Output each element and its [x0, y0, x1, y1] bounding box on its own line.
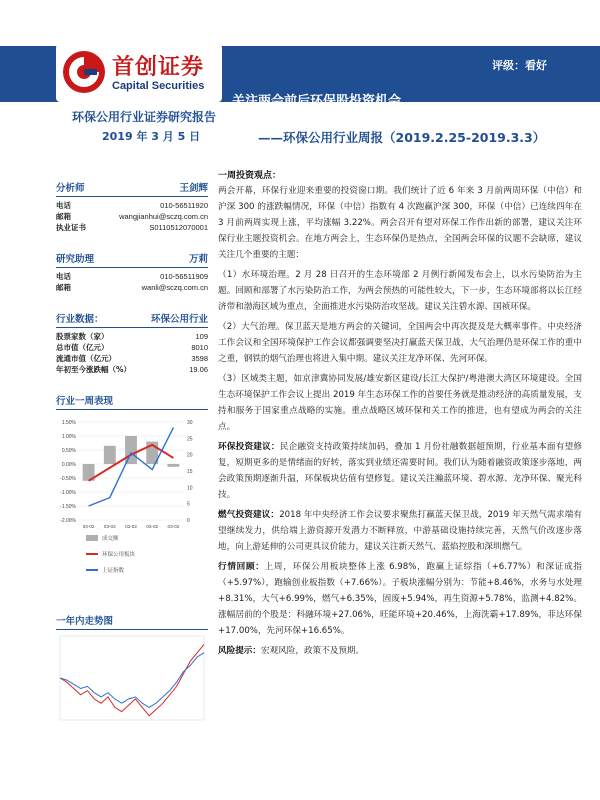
- y-tick-label: 1.50%: [61, 420, 76, 426]
- paragraph-overview: 两会开幕，环保行业迎来重要的投资窗口期。我们统计了近 6 年来 3 月前两周环保（中信）和沪深 300 的涨跌幅情况，环保（中信）指数有 4 次跑赢沪深 300，环保（中信）已连续四年在 3 月前两周实现上涨，平均涨幅 3.22%。两会召开有望对环保工作作出新的部署，建议关注环保行业主题投资机会。在地方两会上，生态环保仍是热点，全国两会环保的议题不会缺席，建议关注几个重要的主题：: [218, 186, 582, 260]
- y-tick-label: 1.00%: [61, 434, 76, 440]
- y-tick-label: 0.50%: [61, 448, 76, 454]
- kv-key: 执业证书: [56, 223, 86, 232]
- kv-value: 010-56511909: [160, 272, 208, 281]
- industry-row: [56, 342, 208, 353]
- trend-line: [60, 653, 204, 708]
- kv-key: 邮箱: [56, 283, 71, 292]
- kv-key: 年初至今涨跌幅（%）: [56, 365, 132, 374]
- assistant-header: [56, 251, 208, 268]
- weekly-chart-title: 行业一周表现: [56, 393, 208, 410]
- market-review-label: 行情回顾：: [218, 562, 265, 572]
- kv-key: 股票家数（家）: [56, 332, 109, 341]
- kv-key: 流通市值（亿元）: [56, 354, 116, 363]
- bar: [125, 436, 137, 464]
- y2-tick-label: 30: [187, 420, 193, 426]
- logo-english-name: Capital Securities: [112, 80, 205, 92]
- weekly-performance-block: [56, 393, 208, 599]
- y2-tick-label: 20: [187, 452, 193, 459]
- company-logo: [56, 44, 222, 102]
- analyst-email-row: [56, 211, 208, 222]
- x-tick-label: 03-02: [82, 524, 95, 529]
- paragraph-air: （2）大气治理。保卫蓝天是地方两会的关键词，全国两会中再次提及是大概率事件。中央经济工作会议和全国环境保护工作会议都强调要坚决打赢蓝天保卫战，大气治理仍是环保工作的重中之重，钢铁的烟气治理也将进入集中期。建议关注龙净环保、先河环保。: [218, 322, 582, 364]
- report-subtitle: ——环保公用行业周报（2019.2.25-2019.3.3）: [258, 130, 546, 145]
- kv-value: 8010: [191, 343, 208, 352]
- x-tick-label: 03-02: [125, 524, 137, 529]
- kv-value: S0110512070001: [149, 223, 208, 232]
- logo-mark-icon: [62, 50, 106, 94]
- industry-row: [56, 364, 208, 375]
- y-tick-label: -1.00%: [60, 490, 76, 496]
- y-tick-label: -0.50%: [60, 476, 76, 482]
- kv-key: 邮箱: [56, 212, 71, 221]
- yearly-trend-chart: [56, 630, 208, 725]
- legend-label: 成交额: [102, 536, 119, 542]
- analyst-block: [56, 180, 208, 233]
- paragraph-water: （1）水环境治理。2 月 28 日召开的生态环境部 2 月例行新闻发布会上，以水污染防治为主题。回顾和部署了水污染防治工作，为两会预热的可能性较大，下一步，生态环境部将以长江经济带和渤海区域为重点，全面推进水污染防治攻坚战。建议关注碧水源、国祯环保。: [218, 270, 582, 312]
- y-tick-label: -1.50%: [60, 504, 76, 510]
- bar: [104, 446, 116, 464]
- x-tick-label: 03-02: [103, 524, 116, 529]
- env-advice-label: 环保投资建议：: [218, 442, 280, 452]
- kv-value: 109: [195, 332, 208, 341]
- analyst-phone-row: [56, 200, 208, 211]
- sidebar: [56, 180, 208, 747]
- assistant-email-row: [56, 282, 208, 293]
- paragraph-regional: （3）区域类主题，如京津冀协同发展/雄安新区建设/长江大保护/粤港澳大湾区环境建设。全国生态环境保护工作会议上提出 2019 年生态环保工作的首要任务就是推动经济的高质量发展，支持和服务于国家重点战略的实施。重点战略区域环保和关工作的推进，也有望成为两会的关注点。: [218, 374, 582, 432]
- main-content: [218, 168, 582, 663]
- report-title: 关注两会前后环保股投资机会: [232, 94, 402, 109]
- y2-tick-label: 25: [187, 436, 193, 443]
- kv-key: 电话: [56, 272, 71, 281]
- x-tick-label: 03-02: [167, 524, 180, 529]
- logo-chinese-name: 首创证券: [112, 54, 205, 80]
- bar: [167, 464, 179, 467]
- analyst-label: 分析师: [56, 183, 85, 194]
- kv-value: 010-56511920: [160, 201, 208, 210]
- env-advice-text: 民企融资支持政策持续加码，叠加 1 月份社融数据超预期，行业基本面有望修复，短期更多的是情绪面的好转，落实到业绩还需要时间。我们认为随着融资政策逐步落地，两会政策预期逐渐升温，环保板块估值有望修复。建议关注瀚蓝环境、碧水源、龙净环保、聚光科技。: [218, 442, 582, 500]
- weekly-performance-chart: [56, 410, 208, 595]
- y2-tick-label: 5: [187, 501, 190, 508]
- legend-label: 环保公用板块: [102, 552, 136, 558]
- legend-swatch: [86, 535, 98, 541]
- x-tick-label: 03-02: [146, 524, 159, 529]
- industry-header: [56, 311, 208, 328]
- kv-value: 3598: [191, 354, 208, 363]
- yearly-chart-title: 一年内走势图: [56, 613, 208, 630]
- industry-row: [56, 353, 208, 364]
- kv-value: 19.06: [189, 365, 208, 374]
- market-review-text: 上周，环保公用板块整体上涨 6.98%，跑赢上证综指（+6.77%）和深证成指（+5.97%），跑输创业板指数（+7.66%）。子板块涨幅分别为：节能+8.46%，水务与水处理+8.31%，大气+6.99%，燃气+6.35%，固废+5.94%，再生资源+5.78%，监测+4.82%。涨幅居前的个股是：科融环境+27.06%，旺能环境+20.46%，上海洗霸+17.89%，菲达环保+17.00%，先河环保+16.65%。: [218, 562, 582, 636]
- kv-key: 电话: [56, 201, 71, 210]
- paragraph-env-advice: [218, 439, 582, 503]
- kv-key: 总市值（亿元）: [56, 343, 109, 352]
- paragraph-risk: [218, 643, 582, 659]
- assistant-label: 研究助理: [56, 254, 95, 265]
- gas-advice-label: 燃气投资建议：: [218, 510, 280, 520]
- kv-value: wanli@sczq.com.cn: [141, 283, 208, 292]
- assistant-phone-row: [56, 271, 208, 282]
- legend-label: 上证指数: [102, 568, 125, 574]
- kv-value: wangjianhui@sczq.com.cn: [119, 212, 208, 221]
- risk-text: 宏观风险，政策不及预期。: [260, 646, 365, 656]
- y-tick-label: 0.00%: [61, 462, 76, 468]
- analyst-license-row: [56, 222, 208, 233]
- industry-name: 环保公用行业: [150, 314, 208, 325]
- paragraph-market-review: [218, 559, 582, 639]
- yearly-trend-block: [56, 613, 208, 729]
- paragraph-gas-advice: [218, 507, 582, 555]
- report-header: [0, 0, 600, 162]
- plot-area: [60, 636, 204, 720]
- report-date: 2019 年 3 月 5 日: [102, 130, 201, 143]
- industry-row: [56, 331, 208, 342]
- y-tick-label: -2.00%: [60, 518, 76, 524]
- assistant-block: [56, 251, 208, 293]
- assistant-name: 万莉: [188, 254, 208, 265]
- risk-label: 风险提示：: [218, 646, 261, 656]
- y2-tick-label: 10: [187, 485, 193, 492]
- summary-heading: 一周投资观点：: [218, 171, 282, 181]
- y2-tick-label: 15: [187, 469, 193, 475]
- analyst-header: [56, 180, 208, 197]
- industry-label: 行业数据：: [56, 314, 104, 325]
- report-type: 环保公用行业证券研究报告: [72, 110, 217, 124]
- analyst-name: 王剑辉: [179, 183, 208, 194]
- industry-data-block: [56, 311, 208, 375]
- gas-advice-text: 2018 年中央经济工作会议要求聚焦打赢蓝天保卫战，2019 年天然气需求端有望继续发力，供给端上游资源开发潜力不断释放，中游基础设施持续完善，天然气价改逐步落地，向上游延伸的公司更具议价能力，建议关注新天然气、蓝焰控股和深圳燃气。: [218, 510, 582, 552]
- y2-tick-label: 0: [187, 518, 190, 524]
- rating-label: 评级：看好: [492, 59, 547, 72]
- trend-line: [60, 644, 204, 715]
